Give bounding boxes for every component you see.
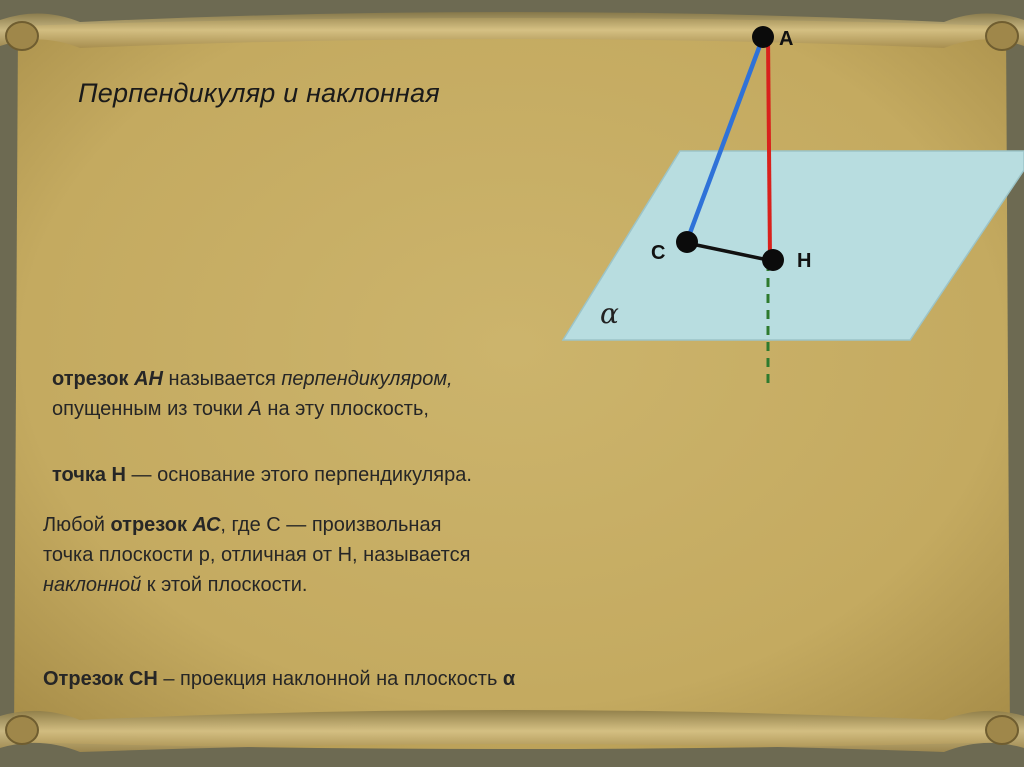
- italic-term-perpendicular: перпендикуляром,: [281, 368, 453, 390]
- point-c-label: C: [651, 242, 666, 264]
- point-a-dot: [752, 26, 774, 48]
- bold-segment-ch: Отрезок СН: [43, 668, 158, 690]
- bold-point-h: точка Н: [52, 464, 126, 486]
- paragraph-1-line-1: [52, 364, 453, 394]
- bold-text: отрезок: [110, 514, 193, 536]
- italic-term-oblique: наклонной: [43, 574, 142, 596]
- paragraph-base-point: [52, 460, 472, 490]
- point-a-label: A: [779, 28, 794, 50]
- point-c-dot: [676, 231, 698, 253]
- perpendicular-ah: [768, 37, 770, 259]
- paragraph-projection: [43, 664, 515, 694]
- paragraph-3-line-3: [43, 570, 470, 600]
- point-h-dot: [762, 249, 784, 271]
- point-h-label: H: [797, 250, 812, 272]
- point-a-ref: А: [248, 398, 262, 420]
- segment-ah-label: АН: [134, 368, 163, 390]
- plane-alpha: [563, 151, 1024, 340]
- plain-text: называется: [162, 368, 282, 390]
- slide-title: Перпендикуляр и наклонная: [78, 78, 440, 108]
- paragraph-oblique-definition: [43, 510, 470, 600]
- plain-text: — основание этого перпендикуляра.: [126, 464, 472, 486]
- plain-text: , где С — произвольная: [220, 514, 442, 536]
- bold-text: отрезок: [52, 368, 135, 390]
- alpha-symbol: α: [502, 668, 516, 690]
- paragraph-3-line-1: [43, 510, 470, 540]
- plain-text: к этой плоскости.: [141, 574, 308, 596]
- paragraph-perpendicular-definition: [52, 364, 453, 424]
- plane-alpha-label: α: [600, 297, 619, 330]
- paragraph-1-line-2: [52, 394, 453, 424]
- plain-text: опущенным из точки: [52, 398, 249, 420]
- plain-text: на эту плоскость,: [261, 398, 429, 420]
- paragraph-3-line-2: точка плоскости р, отличная от Н, называется: [43, 544, 471, 566]
- plain-text: – проекция наклонной на плоскость: [157, 668, 503, 690]
- segment-ac-label: АС: [192, 514, 221, 536]
- plain-text: Любой: [43, 514, 111, 536]
